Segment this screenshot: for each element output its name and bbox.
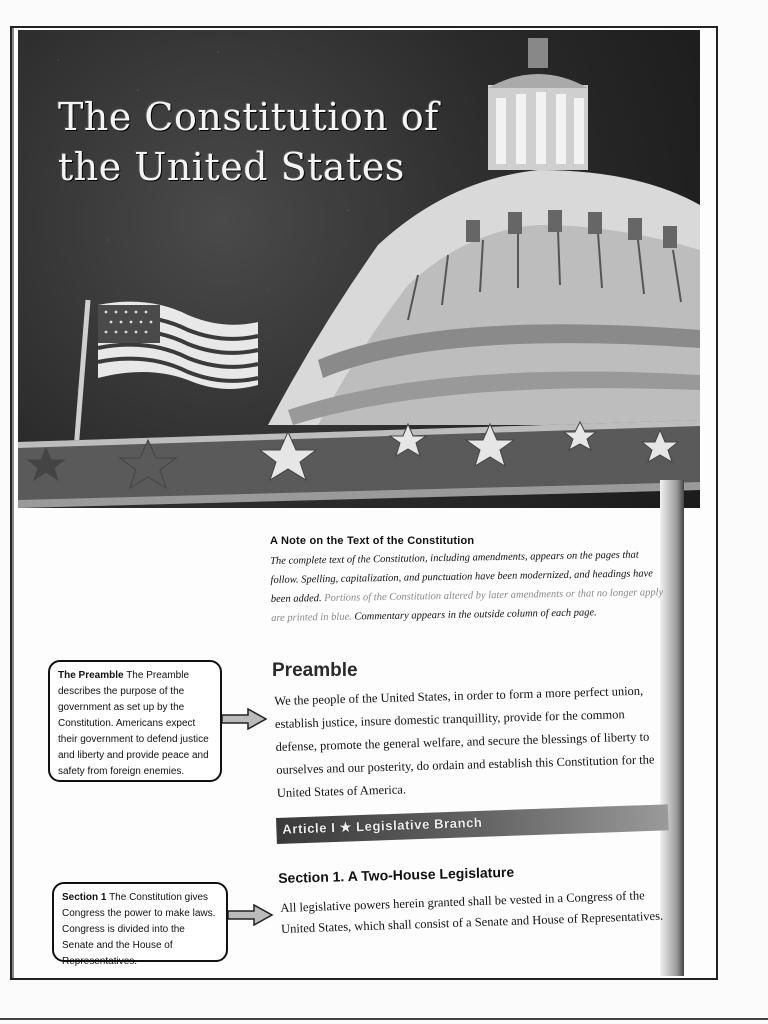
note-title: A Note on the Text of the Constitution [270,535,475,547]
title-line-2: the United States [58,145,405,189]
arrow-right-icon [222,708,268,730]
article-label: Article I ★ Legislative Branch [282,814,483,837]
sidebar-section1-callout [52,882,228,967]
arrow-right-icon [228,904,274,926]
scan-edge [0,1018,768,1020]
preamble-text: We the people of the United States, in order to form a more perfect union, establish justice, insure domestic tranquillity, provide for the common defense, promote the general welfare, and secure the blessings of liberty to ourselves and our posterity, do ordain and establish this Constitution for the United States of America. [274,683,655,800]
article-banner [276,804,669,844]
note-text-main: The complete text of the Constitution, including amendments, appears on the pages that follow. Spelling, capitalization, and punctuation have been modernized, and headings have been added. [270,549,653,605]
note-text-faint: Portions of the Constitution altered by later amendments or that no longer apply are printed in blue. [271,587,664,624]
sidebar-section1-text: The Constitution gives Congress the power to make laws. Congress is divided into the Senate and the House of Representatives. [62,892,216,967]
section1-heading: Section 1. A Two-House Legislature [278,863,515,886]
note-body [270,545,666,628]
note-text-end: Commentary appears in the outside column of each page. [354,607,597,623]
section1-text: All legislative powers herein granted shall be vested in a Congress of the United States, which shall consist of a Senate and House of Representatives. [280,888,664,936]
sidebar-preamble-text: The Preamble describes the purpose of the government as set up by the Constitution. Americans expect their government to defend justice and liberty and provide peace and safety from foreign enemies. [58,670,209,777]
preamble-heading: Preamble [272,660,358,681]
title-line-1: The Constitution of [58,95,439,139]
sidebar-preamble-callout [48,660,222,782]
sidebar-section1-label: Section 1 [62,892,107,903]
sidebar-preamble-label: The Preamble [58,670,124,681]
